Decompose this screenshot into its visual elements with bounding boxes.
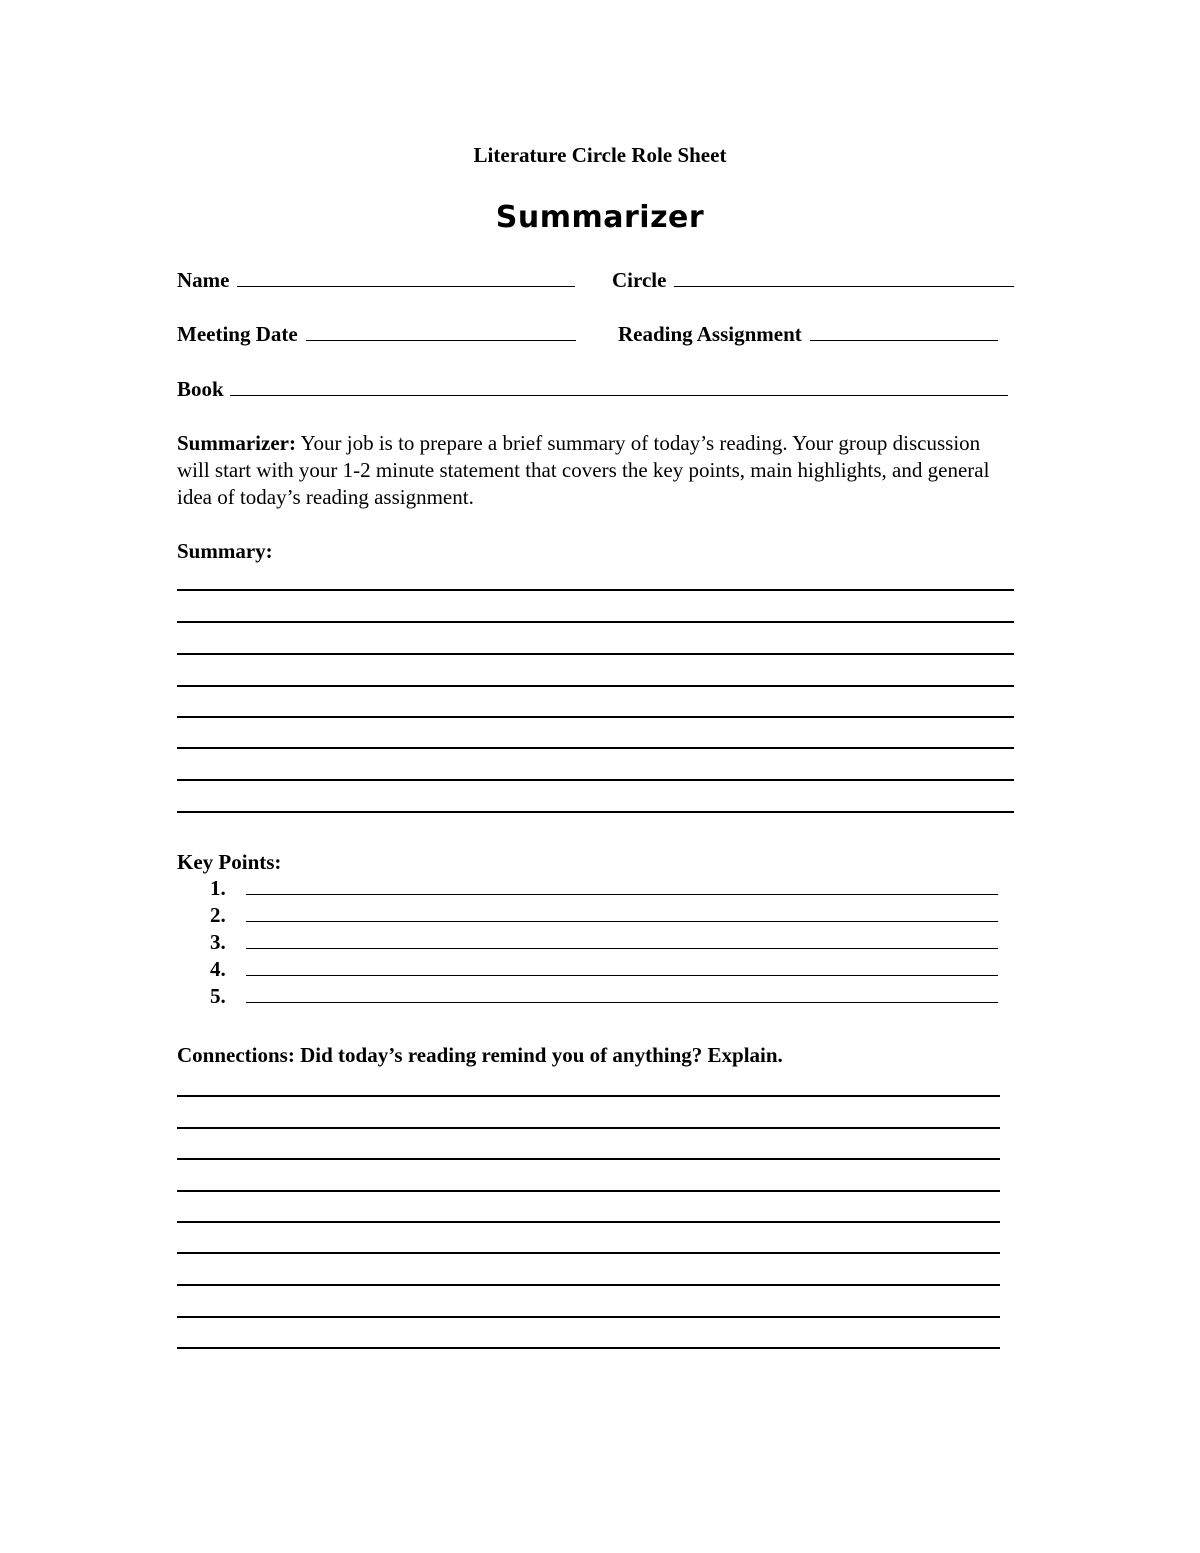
key-point-item[interactable] xyxy=(210,957,998,982)
connections-line[interactable] xyxy=(177,1284,1000,1286)
description-text: Your job is to prepare a brief summary of today’s reading. Your group discussion will start with your 1-2 minute statement that covers the key points, main highlights, and general idea of today’s reading assignment. xyxy=(177,431,990,509)
key-point-number: 2. xyxy=(210,903,226,927)
book-field[interactable] xyxy=(177,377,1008,402)
summary-line[interactable] xyxy=(177,747,1014,749)
circle-field[interactable] xyxy=(612,268,1014,293)
meeting-date-label: Meeting Date xyxy=(177,322,298,346)
meeting-date-input-line[interactable] xyxy=(306,322,576,341)
connections-line[interactable] xyxy=(177,1127,1000,1129)
connections-line[interactable] xyxy=(177,1095,1000,1097)
connections-line[interactable] xyxy=(177,1158,1000,1160)
key-point-number: 1. xyxy=(210,876,226,900)
summary-line[interactable] xyxy=(177,779,1014,781)
name-label: Name xyxy=(177,268,230,292)
summary-line[interactable] xyxy=(177,621,1014,623)
key-point-item[interactable] xyxy=(210,876,998,901)
connections-label: Connections: Did today’s reading remind you of anything? Explain. xyxy=(177,1043,783,1067)
reading-assignment-label: Reading Assignment xyxy=(618,322,802,346)
key-point-number: 4. xyxy=(210,957,226,981)
key-point-item[interactable] xyxy=(210,984,998,1009)
key-point-input-line[interactable] xyxy=(246,986,998,1003)
key-point-input-line[interactable] xyxy=(246,932,998,949)
name-input-line[interactable] xyxy=(237,268,575,287)
key-point-item[interactable] xyxy=(210,930,998,955)
role-description xyxy=(177,430,1017,511)
summary-line[interactable] xyxy=(177,716,1014,718)
meeting-date-field[interactable] xyxy=(177,322,576,347)
summary-line[interactable] xyxy=(177,653,1014,655)
key-point-input-line[interactable] xyxy=(246,878,998,895)
summary-line[interactable] xyxy=(177,811,1014,813)
summary-line[interactable] xyxy=(177,685,1014,687)
connections-line[interactable] xyxy=(177,1190,1000,1192)
key-points-label: Key Points: xyxy=(177,850,282,874)
circle-label: Circle xyxy=(612,268,667,292)
description-label: Summarizer: xyxy=(177,431,296,455)
circle-input-line[interactable] xyxy=(674,268,1014,287)
key-point-number: 3. xyxy=(210,930,226,954)
key-point-input-line[interactable] xyxy=(246,905,998,922)
connections-line[interactable] xyxy=(177,1221,1000,1223)
reading-assignment-field[interactable] xyxy=(618,322,998,347)
connections-line[interactable] xyxy=(177,1316,1000,1318)
sheet-title: Literature Circle Role Sheet xyxy=(473,143,727,167)
key-point-number: 5. xyxy=(210,984,226,1008)
book-label: Book xyxy=(177,377,224,401)
role-title: Summarizer xyxy=(495,200,705,235)
key-point-item[interactable] xyxy=(210,903,998,928)
connections-line[interactable] xyxy=(177,1252,1000,1254)
reading-assignment-input-line[interactable] xyxy=(810,322,998,341)
summary-line[interactable] xyxy=(177,589,1014,591)
summary-label: Summary: xyxy=(177,539,273,563)
name-field[interactable] xyxy=(177,268,575,293)
key-point-input-line[interactable] xyxy=(246,959,998,976)
book-input-line[interactable] xyxy=(230,377,1008,396)
connections-line[interactable] xyxy=(177,1347,1000,1349)
